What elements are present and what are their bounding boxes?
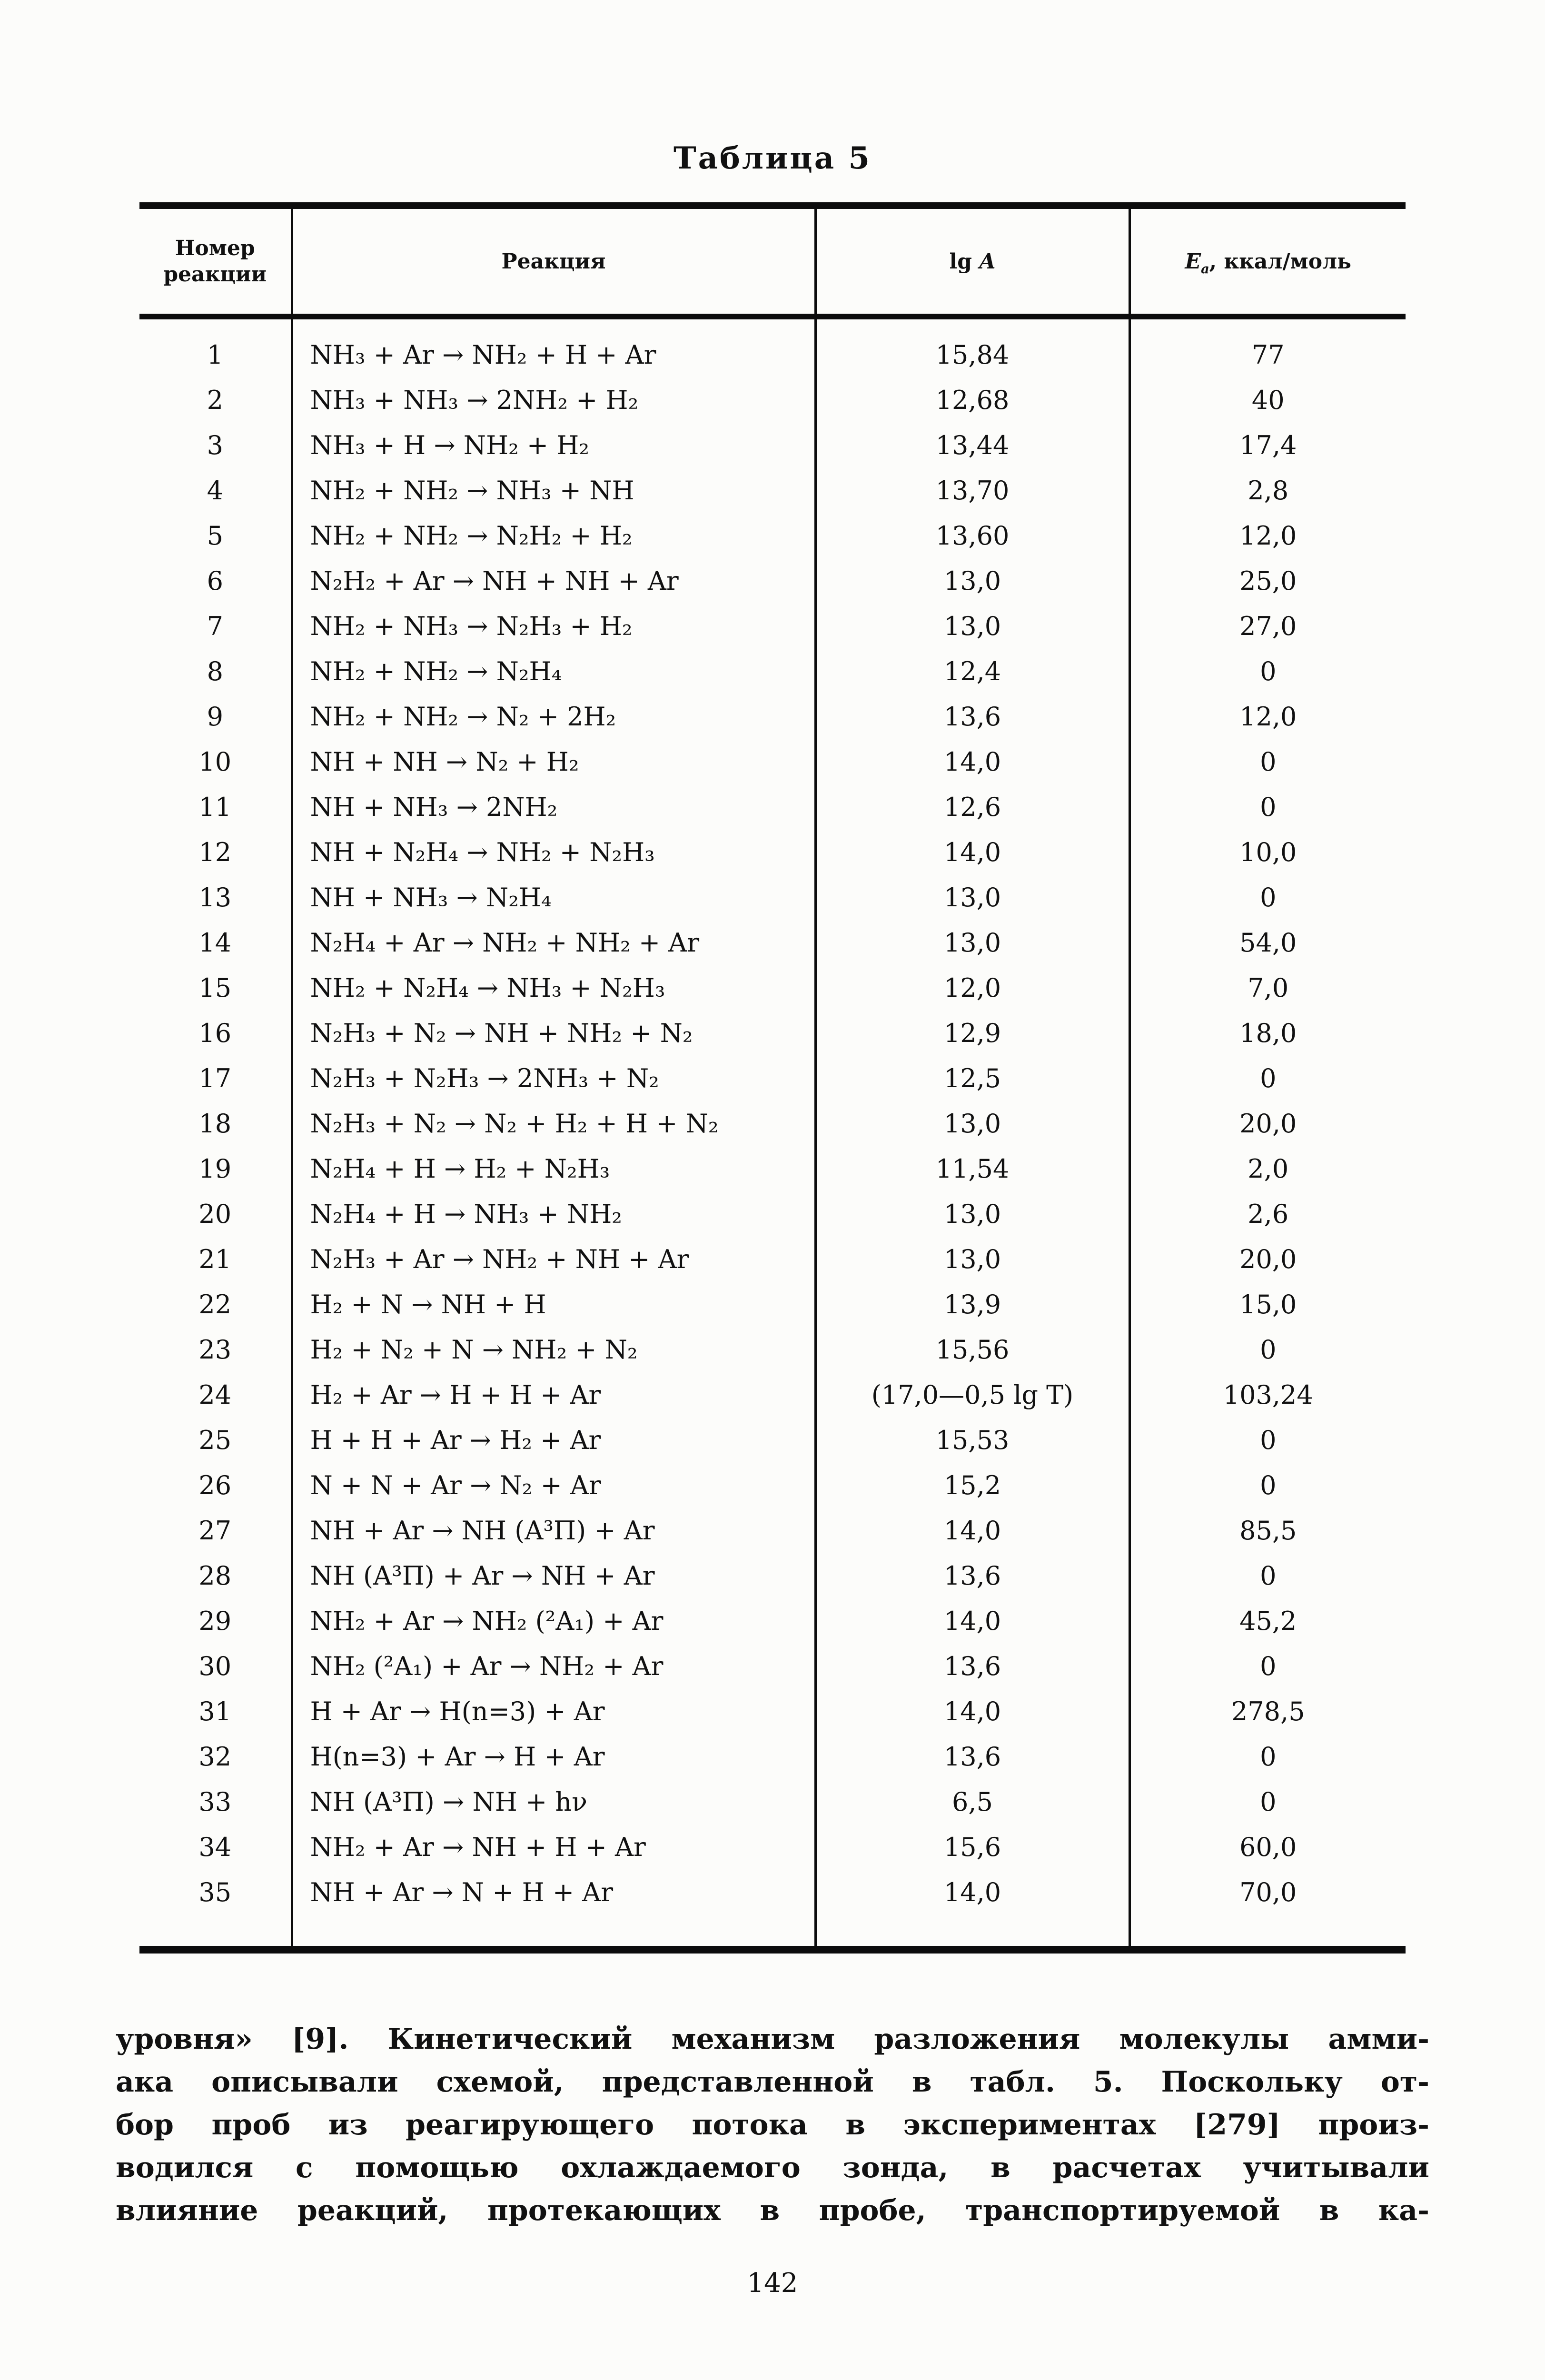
lga-cell: 14,0	[815, 1598, 1129, 1644]
body-paragraph	[116, 2018, 1429, 2232]
table-row	[139, 1689, 1406, 1734]
row-number-cell: 22	[139, 1282, 292, 1327]
table-row	[139, 1779, 1406, 1825]
paragraph-line: бор проб из реагирующего потока в экспериментах [279] произ-	[116, 2108, 1429, 2142]
ea-cell: 40	[1251, 385, 1285, 415]
row-number-cell: 31	[139, 1689, 292, 1734]
header-lga-symbol: A	[979, 249, 996, 274]
lga-cell: 13,0	[815, 920, 1129, 965]
table-title: Таблица 5	[673, 140, 872, 176]
ea-cell: 0	[1260, 1335, 1277, 1365]
reaction-cell: NH₂ + Ar → NH + H + Ar	[292, 1825, 815, 1870]
ea-cell: 54,0	[1239, 928, 1297, 958]
reaction-cell: N₂H₃ + Ar → NH₂ + NH + Ar	[292, 1237, 815, 1282]
row-number-cell: 14	[139, 920, 292, 965]
table-row	[139, 1508, 1406, 1553]
ea-cell: 103,24	[1223, 1380, 1313, 1410]
lga-cell: 13,0	[815, 558, 1129, 604]
lga-cell: 15,56	[815, 1327, 1129, 1372]
header-ea-units: , ккал/моль	[1209, 249, 1351, 274]
row-number-cell: 23	[139, 1327, 292, 1372]
ea-cell: 0	[1260, 1425, 1277, 1455]
scanned-book-page	[0, 140, 1545, 2380]
reaction-cell: NH + Ar → NH (A³Π) + Ar	[292, 1508, 815, 1553]
table-row	[139, 1237, 1406, 1282]
ea-cell: 12,0	[1239, 702, 1297, 732]
row-number-cell: 5	[139, 513, 292, 558]
lga-cell: 15,84	[815, 317, 1129, 377]
lga-cell: 12,9	[815, 1011, 1129, 1056]
reaction-cell: NH₂ + NH₂ → NH₃ + NH	[292, 468, 815, 513]
table-row	[139, 694, 1406, 739]
ea-cell: 2,0	[1248, 1154, 1289, 1184]
row-number-cell: 13	[139, 875, 292, 920]
row-number-cell: 20	[139, 1191, 292, 1237]
row-number-cell: 35	[139, 1870, 292, 1950]
header-reaction-number-line2: реакции	[163, 262, 267, 287]
lga-cell: 13,0	[815, 604, 1129, 649]
row-number-cell: 12	[139, 830, 292, 875]
row-number-cell: 21	[139, 1237, 292, 1282]
paragraph-line: ака описывали схемой, представленной в табл. 5. Поскольку от-	[116, 2065, 1429, 2099]
ea-cell: 20,0	[1239, 1244, 1297, 1274]
row-number-cell: 19	[139, 1146, 292, 1191]
table-row	[139, 1146, 1406, 1191]
reactions-table	[139, 202, 1406, 1954]
table-row	[139, 1418, 1406, 1463]
row-number-cell: 15	[139, 965, 292, 1011]
row-number-cell: 2	[139, 377, 292, 423]
table-row	[139, 317, 1406, 377]
reaction-cell: N₂H₂ + Ar → NH + NH + Ar	[292, 558, 815, 604]
reaction-cell: H₂ + Ar → H + H + Ar	[292, 1372, 815, 1418]
row-number-cell: 1	[139, 317, 292, 377]
reaction-cell: H₂ + N₂ + N → NH₂ + N₂	[292, 1327, 815, 1372]
lga-cell: 13,6	[815, 1734, 1129, 1779]
table-row	[139, 830, 1406, 875]
lga-cell: 13,0	[815, 1237, 1129, 1282]
reaction-cell: H + H + Ar → H₂ + Ar	[292, 1418, 815, 1463]
table-row	[139, 1463, 1406, 1508]
ea-cell: 0	[1260, 1742, 1277, 1772]
row-number-cell: 27	[139, 1508, 292, 1553]
row-number-cell: 9	[139, 694, 292, 739]
reaction-cell: NH₂ + Ar → NH₂ (²A₁) + Ar	[292, 1598, 815, 1644]
reaction-cell: NH₂ + NH₂ → N₂H₄	[292, 649, 815, 694]
reaction-cell: NH₂ + NH₂ → N₂H₂ + H₂	[292, 513, 815, 558]
reaction-cell: NH₃ + Ar → NH₂ + H + Ar	[292, 317, 815, 377]
lga-cell: 11,54	[815, 1146, 1129, 1191]
table-row	[139, 875, 1406, 920]
table-row	[139, 1734, 1406, 1779]
lga-cell: 13,0	[815, 1101, 1129, 1146]
reaction-cell: N₂H₃ + N₂ → N₂ + H₂ + H + N₂	[292, 1101, 815, 1146]
table-row	[139, 1327, 1406, 1372]
lga-cell: 13,6	[815, 1644, 1129, 1689]
table-row	[139, 1825, 1406, 1870]
table-row	[139, 377, 1406, 423]
ea-cell: 27,0	[1239, 611, 1297, 641]
ea-cell: 0	[1260, 1470, 1277, 1500]
table-row	[139, 649, 1406, 694]
table-row	[139, 1598, 1406, 1644]
ea-cell: 85,5	[1239, 1516, 1297, 1546]
lga-cell: 13,9	[815, 1282, 1129, 1327]
table-row	[139, 1056, 1406, 1101]
ea-cell: 0	[1260, 1651, 1277, 1681]
row-number-cell: 25	[139, 1418, 292, 1463]
lga-cell: 13,44	[815, 423, 1129, 468]
table-row	[139, 1553, 1406, 1598]
lga-cell: 13,6	[815, 1553, 1129, 1598]
ea-cell: 77	[1251, 340, 1285, 370]
lga-cell: 14,0	[815, 1689, 1129, 1734]
row-number-cell: 4	[139, 468, 292, 513]
table-row	[139, 784, 1406, 830]
lga-cell: 14,0	[815, 1870, 1129, 1950]
header-reaction-number	[139, 206, 292, 317]
ea-cell: 0	[1260, 1787, 1277, 1817]
row-number-cell: 18	[139, 1101, 292, 1146]
lga-cell: 12,68	[815, 377, 1129, 423]
reaction-cell: NH₃ + H → NH₂ + H₂	[292, 423, 815, 468]
reaction-cell: N + N + Ar → N₂ + Ar	[292, 1463, 815, 1508]
lga-cell: (17,0—0,5 lg T)	[815, 1372, 1129, 1418]
page-number: 142	[747, 2268, 798, 2299]
reaction-cell: NH₃ + NH₃ → 2NH₂ + H₂	[292, 377, 815, 423]
header-ea-symbol: E	[1185, 249, 1201, 274]
reaction-cell: N₂H₃ + N₂ → NH + NH₂ + N₂	[292, 1011, 815, 1056]
row-number-cell: 17	[139, 1056, 292, 1101]
reaction-cell: NH + N₂H₄ → NH₂ + N₂H₃	[292, 830, 815, 875]
table-body	[139, 317, 1406, 1950]
reaction-cell: NH (A³Π) + Ar → NH + Ar	[292, 1553, 815, 1598]
header-reaction	[292, 206, 815, 317]
table-row	[139, 1644, 1406, 1689]
reaction-cell: N₂H₄ + H → H₂ + N₂H₃	[292, 1146, 815, 1191]
ea-cell: 0	[1260, 1561, 1277, 1591]
row-number-cell: 28	[139, 1553, 292, 1598]
table-row	[139, 468, 1406, 513]
ea-cell: 18,0	[1239, 1018, 1297, 1048]
header-ea	[1129, 206, 1406, 317]
table-header	[139, 206, 1406, 317]
row-number-cell: 10	[139, 739, 292, 784]
header-lga	[815, 206, 1129, 317]
table-row	[139, 513, 1406, 558]
table-row	[139, 1101, 1406, 1146]
row-number-cell: 32	[139, 1734, 292, 1779]
table-row	[139, 920, 1406, 965]
ea-cell: 0	[1260, 792, 1277, 822]
reaction-cell: NH + NH₃ → 2NH₂	[292, 784, 815, 830]
row-number-cell: 34	[139, 1825, 292, 1870]
reaction-cell: NH₂ + NH₂ → N₂ + 2H₂	[292, 694, 815, 739]
header-reaction-number-line1: Номер	[175, 236, 255, 260]
header-reaction-label: Реакция	[501, 249, 606, 274]
table-row	[139, 1870, 1406, 1950]
lga-cell: 15,2	[815, 1463, 1129, 1508]
table-row	[139, 558, 1406, 604]
row-number-cell: 29	[139, 1598, 292, 1644]
reaction-cell: H₂ + N → NH + H	[292, 1282, 815, 1327]
reaction-cell: N₂H₄ + H → NH₃ + NH₂	[292, 1191, 815, 1237]
paragraph-line: влияние реакций, протекающих в пробе, транспортируемой в ка-	[116, 2194, 1429, 2227]
lga-cell: 13,0	[815, 875, 1129, 920]
lga-cell: 12,0	[815, 965, 1129, 1011]
ea-cell: 17,4	[1239, 430, 1297, 460]
lga-cell: 12,5	[815, 1056, 1129, 1101]
row-number-cell: 8	[139, 649, 292, 694]
lga-cell: 13,70	[815, 468, 1129, 513]
ea-cell: 70,0	[1239, 1877, 1297, 1907]
lga-cell: 15,6	[815, 1825, 1129, 1870]
reaction-cell: NH (A³Π) → NH + hν	[292, 1779, 815, 1825]
row-number-cell: 7	[139, 604, 292, 649]
reaction-cell: N₂H₄ + Ar → NH₂ + NH₂ + Ar	[292, 920, 815, 965]
header-ea-subscript: a	[1201, 261, 1209, 277]
row-number-cell: 6	[139, 558, 292, 604]
reaction-cell: NH₂ + N₂H₄ → NH₃ + N₂H₃	[292, 965, 815, 1011]
lga-cell: 14,0	[815, 1508, 1129, 1553]
paragraph-line: водился с помощью охлаждаемого зонда, в расчетах учитывали	[116, 2151, 1429, 2184]
ea-cell: 25,0	[1239, 566, 1297, 596]
reaction-cell: H(n=3) + Ar → H + Ar	[292, 1734, 815, 1779]
lga-cell: 15,53	[815, 1418, 1129, 1463]
ea-cell: 0	[1260, 883, 1277, 912]
header-lga-prefix: lg	[949, 249, 980, 274]
table-row	[139, 604, 1406, 649]
ea-cell: 2,6	[1248, 1199, 1289, 1229]
ea-cell: 278,5	[1231, 1696, 1305, 1726]
reaction-cell: N₂H₃ + N₂H₃ → 2NH₃ + N₂	[292, 1056, 815, 1101]
reaction-cell: H + Ar → H(n=3) + Ar	[292, 1689, 815, 1734]
table-row	[139, 1011, 1406, 1056]
header-row	[139, 206, 1406, 317]
lga-cell: 6,5	[815, 1779, 1129, 1825]
reaction-cell: NH + Ar → N + H + Ar	[292, 1870, 815, 1950]
lga-cell: 13,0	[815, 1191, 1129, 1237]
ea-cell: 20,0	[1239, 1109, 1297, 1139]
reaction-cell: NH₂ (²A₁) + Ar → NH₂ + Ar	[292, 1644, 815, 1689]
row-number-cell: 3	[139, 423, 292, 468]
ea-cell: 60,0	[1239, 1832, 1297, 1862]
ea-cell: 15,0	[1239, 1289, 1297, 1319]
reaction-cell: NH + NH₃ → N₂H₄	[292, 875, 815, 920]
ea-cell: 10,0	[1239, 837, 1297, 867]
row-number-cell: 24	[139, 1372, 292, 1418]
ea-cell: 45,2	[1239, 1606, 1297, 1636]
row-number-cell: 30	[139, 1644, 292, 1689]
lga-cell: 12,6	[815, 784, 1129, 830]
row-number-cell: 33	[139, 1779, 292, 1825]
row-number-cell: 16	[139, 1011, 292, 1056]
row-number-cell: 26	[139, 1463, 292, 1508]
reaction-cell: NH₂ + NH₃ → N₂H₃ + H₂	[292, 604, 815, 649]
reaction-cell: NH + NH → N₂ + H₂	[292, 739, 815, 784]
paragraph-line: уровня» [9]. Кинетический механизм разложения молекулы амми-	[116, 2023, 1429, 2056]
table-row	[139, 1191, 1406, 1237]
row-number-cell: 11	[139, 784, 292, 830]
lga-cell: 14,0	[815, 830, 1129, 875]
ea-cell: 12,0	[1239, 521, 1297, 551]
lga-cell: 13,6	[815, 694, 1129, 739]
table-row	[139, 1282, 1406, 1327]
lga-cell: 13,60	[815, 513, 1129, 558]
lga-cell: 12,4	[815, 649, 1129, 694]
ea-cell: 0	[1260, 747, 1277, 777]
ea-cell: 2,8	[1248, 476, 1289, 506]
lga-cell: 14,0	[815, 739, 1129, 784]
table-row	[139, 1372, 1406, 1418]
ea-cell: 0	[1260, 1063, 1277, 1093]
table-row	[139, 739, 1406, 784]
ea-cell: 7,0	[1248, 973, 1289, 1003]
table-row	[139, 423, 1406, 468]
table-row	[139, 965, 1406, 1011]
ea-cell: 0	[1260, 656, 1277, 686]
